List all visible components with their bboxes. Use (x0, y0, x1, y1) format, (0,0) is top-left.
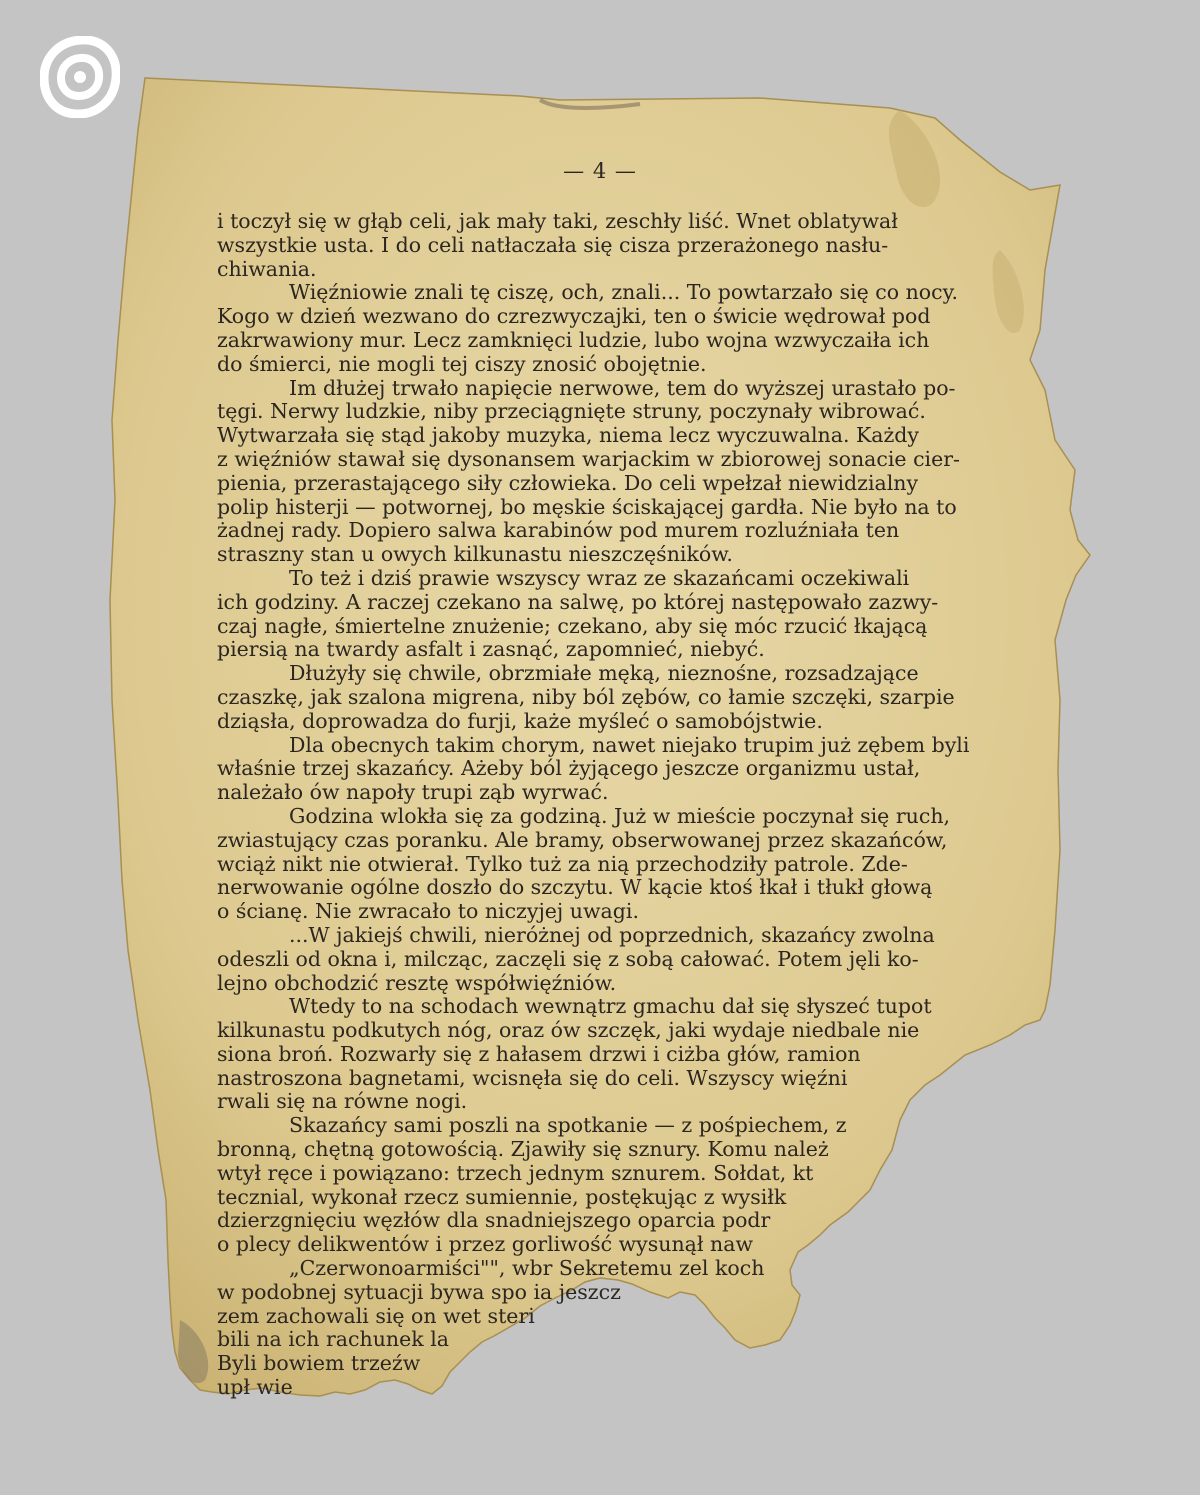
text-line: należało ów napoły trupi ząb wyrwać. (217, 781, 609, 805)
text-line: nastroszona bagnetami, wcisnęła się do celi. Wszyscy więźni (217, 1066, 848, 1090)
text-line: tecznial, wykonał rzecz sumiennie, postękując z wysiłk (217, 1185, 787, 1209)
text-line: polip histerji — potwornej, bo męskie ściskającej gardła. Nie było na to (217, 495, 957, 519)
text-line: siona broń. Rozwarły się z hałasem drzwi i ciżba głów, ramion (217, 1042, 861, 1066)
text-line: Byli bowiem trzeźw (217, 1352, 421, 1376)
text-line: pienia, przerastającego siły człowieka. Do celi wpełzał niewidzialny (217, 471, 919, 495)
text-line: chiwania. (217, 257, 317, 281)
text-line: kilkunastu podkutych nóg, oraz ów szczęk, jaki wydaje niedbale nie (217, 1019, 920, 1043)
text-line: bili na ich rachunek la (217, 1328, 449, 1352)
text-line: zem zachowali się on wet steri (217, 1304, 535, 1328)
text-line: dziąsła, doprowadza do furji, każe myśleć o samobójstwie. (217, 709, 823, 733)
text-line: rwali się na równe nogi. (217, 1090, 468, 1114)
text-line: wszystkie usta. I do celi natłaczała się cisza przerażonego nasłu- (217, 233, 889, 257)
text-line: o ścianę. Nie zwracało to niczyjej uwagi. (217, 900, 639, 924)
text-line: piersią na twardy asfalt i zasnąć, zapomnieć, niebyć. (217, 638, 765, 662)
text-line: Skazańcy sami poszli na spotkanie — z pośpiechem, z (289, 1114, 847, 1138)
text-line: i toczył się w głąb celi, jak mały taki, zeschły liść. Wnet oblatywał (217, 210, 898, 233)
text-line: Wtedy to na schodach wewnątrz gmachu dał się słyszeć tupot (289, 995, 932, 1019)
text-line: czaj nagłe, śmiertelne znużenie; czekano, aby się móc rzucić łkającą (217, 614, 928, 638)
text-line: odeszli od okna i, milcząc, zaczęli się z sobą całować. Potem jęli ko- (217, 947, 919, 971)
text-line: straszny stan u owych kilkunastu nieszczęśników. (217, 543, 733, 567)
text-line: Dłużyły się chwile, obrzmiałe męką, nieznośne, rozsadzające (289, 662, 919, 686)
text-line: właśnie trzej skazańcy. Ażeby ból żyjącego jeszcze organizmu ustał, (217, 757, 921, 781)
text-line: wciąż nikt nie otwierał. Tylko tuż za nią przechodziły patrole. Zde- (217, 852, 908, 876)
text-line: Kogo w dzień wezwano do czrezwyczajki, ten o świcie wędrował pod (217, 305, 931, 329)
text-line: ich godziny. A raczej czekano na salwę, po której następowało zazwy- (217, 590, 939, 614)
text-line: Im dłużej trwało napięcie nerwowe, tem do wyższej urastało po- (289, 376, 956, 400)
text-line: do śmierci, nie mogli tej ciszy znosić obojętnie. (217, 352, 707, 376)
text-line: Dla obecnych takim chorym, nawet niejako trupim już zębem byli (289, 733, 970, 757)
text-line: lejno obchodzić resztę współwięźniów. (217, 971, 617, 995)
text-line: Więźniowie znali tę ciszę, och, znali... To powtarzało się co nocy. (289, 281, 958, 305)
text-line: z więźniów stawał się dysonansem warjackim w zbiorowej sonacie cier- (217, 447, 960, 471)
text-line: Godzina wlokła się za godziną. Już w mieście poczynał się ruch, (289, 804, 951, 828)
text-line: ...W jakiejś chwili, nieróżnej od poprzednich, skazańcy zwolna (289, 923, 935, 947)
body-text (217, 210, 1200, 1400)
text-line: Wytwarzała się stąd jakoby muzyka, niema lecz wyczuwalna. Każdy (217, 424, 920, 448)
page-number: — 4 — (563, 159, 637, 183)
text-line: czaszkę, jak szalona migrena, niby ból zębów, co łamie szczęki, szarpie (217, 685, 955, 709)
text-line: o plecy delikwentów i przez gorliwość wysunął naw (217, 1233, 754, 1257)
text-line: tęgi. Nerwy ludzkie, niby przeciągnięte struny, poczynały wibrować. (217, 400, 926, 424)
text-line: wtył ręce i powiązano: trzech jednym sznurem. Sołdat, kt (217, 1161, 814, 1185)
text-line: w podobnej sytuacji bywa spo ia jeszcz (217, 1280, 621, 1304)
text-line: To też i dziś prawie wszyscy wraz ze skazańcami oczekiwali (289, 566, 910, 590)
text-line: żadnej rady. Dopiero salwa karabinów pod murem rozluźniała ten (217, 519, 900, 543)
text-line: zwiastujący czas poranku. Ale bramy, obserwowanej przez skazańców, (217, 828, 948, 852)
text-line: bronną, chętną gotowością. Zjawiły się sznury. Komu należ (217, 1138, 829, 1162)
text-line: zakrwawiony mur. Lecz zamknięci ludzie, lubo wojna wzwyczaiła ich (217, 328, 930, 352)
text-line: „Czerwonoarmiści"", wbr Sekretemu zel koch (289, 1257, 765, 1281)
text-line: dzierzgnięciu węzłów dla snadniejszego oparcia podr (217, 1209, 771, 1233)
text-line: nerwowanie ogólne doszło do szczytu. W kącie ktoś łkał i tłukł głową (217, 876, 933, 900)
text-line: upł wie (217, 1376, 293, 1400)
